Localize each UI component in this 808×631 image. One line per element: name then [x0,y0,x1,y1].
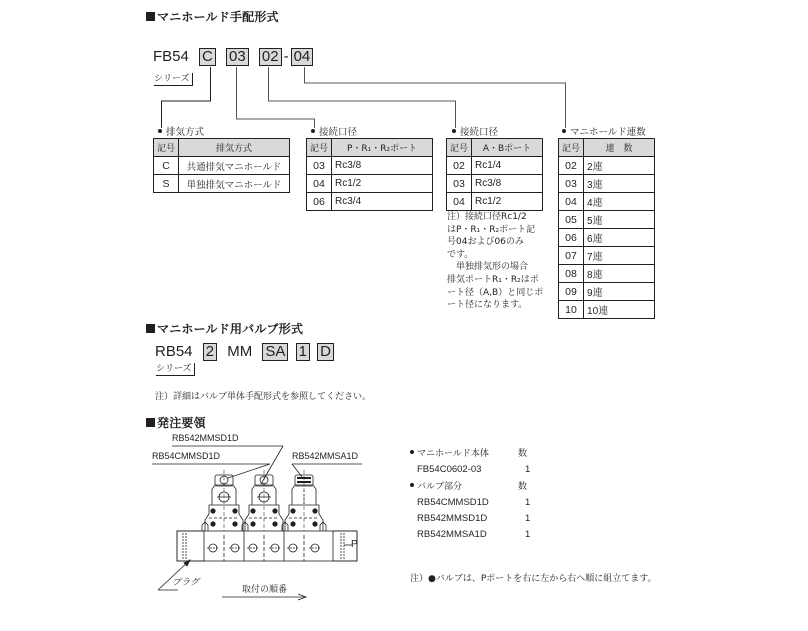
exhaust-label: 排気方式 [158,124,204,138]
table-row: 03 Rc3/8 [447,175,543,193]
table-header: 記号 [307,139,332,157]
table-row: 07 7連 [559,247,655,265]
end-plate-right [333,531,357,561]
code-box: D [317,343,334,361]
table-row: 08 8連 [559,265,655,283]
table-row: 10 10連 [559,301,655,319]
bullet-icon [410,450,414,454]
table-row: 02 Rc1/4 [447,157,543,175]
table-row: 05 5連 [559,211,655,229]
order-note: 注）●バルブは、Pポートを右に左から右へ順に組立てます。 [410,574,657,584]
valve-unit [202,470,243,531]
table-row: S 単独排気マニホールド [154,175,290,193]
list-item: バルブ部分 数 [410,479,530,495]
order-list [410,446,530,544]
code-separator: - [283,48,289,65]
valve-label: RB54CMMSD1D [152,451,221,461]
table-row: 06 Rc3/4 [307,193,433,211]
p-port-label: P [351,539,358,550]
list-item: マニホールド本体 数 [410,446,530,462]
table-row: 09 9連 [559,283,655,301]
table-header: 排気方式 [179,139,290,157]
table-header: A・Bポート [472,139,543,157]
bullet-icon [410,483,414,487]
code-box: SA [262,343,288,361]
code-prefix: RB54 [155,343,193,360]
table-row: 06 6連 [559,229,655,247]
table-row: 03 Rc3/8 [307,157,433,175]
valve-unit [242,470,283,531]
table-header: 連 数 [584,139,655,157]
code-box-exhaust: C [199,48,216,66]
table-header: 記号 [154,139,179,157]
code-prefix: FB54 [153,48,189,65]
port-ab-label: 接続口径 [452,124,498,138]
stations-label: マニホールド連数 [562,124,646,138]
table-row: 03 3連 [559,175,655,193]
code-box-port-ab: 02 [259,48,282,66]
list-item: RB542MMSD1D 1 [417,513,531,525]
code-box-stations: 04 [291,48,314,66]
valve-label: RB542MMSA1D [292,451,359,461]
valve-unit [282,470,323,531]
leader-line [261,446,283,484]
end-plate-left [177,531,204,561]
manifold-section-title: マニホールド手配形式 [146,8,279,25]
table-row: 04 Rc1/2 [307,175,433,193]
list-item: RB54CMMSD1D 1 [417,496,531,508]
valve-label: RB542MMSD1D [172,433,239,443]
series-label: シリーズ [156,363,195,376]
table-row: 02 2連 [559,157,655,175]
table-row: C 共通排気マニホールド [154,157,290,175]
valve-section-title: マニホールド用バルブ形式 [146,320,303,337]
code-box: 2 [203,343,217,361]
valve-note: 注）詳細はバルブ単体手配形式を参照してください。 [155,392,372,402]
plug-label: プラグ [172,578,200,588]
mount-order-label: 取付の順番 [242,585,288,595]
table-row: 04 4連 [559,193,655,211]
list-item: RB542MMSA1D 1 [417,529,531,541]
table-header: 記号 [447,139,472,157]
port-pr-label: 接続口径 [311,124,357,138]
order-section-title: 発注要領 [146,414,206,431]
table-row: 04 Rc1/2 [447,193,543,211]
code-box: 1 [296,343,310,361]
table-header: P・R₁・R₂ポート [332,139,433,157]
table-header: 記号 [559,139,584,157]
code-box-port-pr: 03 [226,48,249,66]
code-part: MM [227,343,253,360]
port-ab-note: 注）接続口径Rc1/2 はP・R₁・R₂ポート記 号04および06のみ です。 単独排気形の場合 排気ポートR₁・R₂はポ ート径（A,B）と同じポ ート径になります。 [447,212,544,311]
list-item: FB54C0602-03 1 [417,464,531,476]
series-label: シリーズ [154,73,193,86]
